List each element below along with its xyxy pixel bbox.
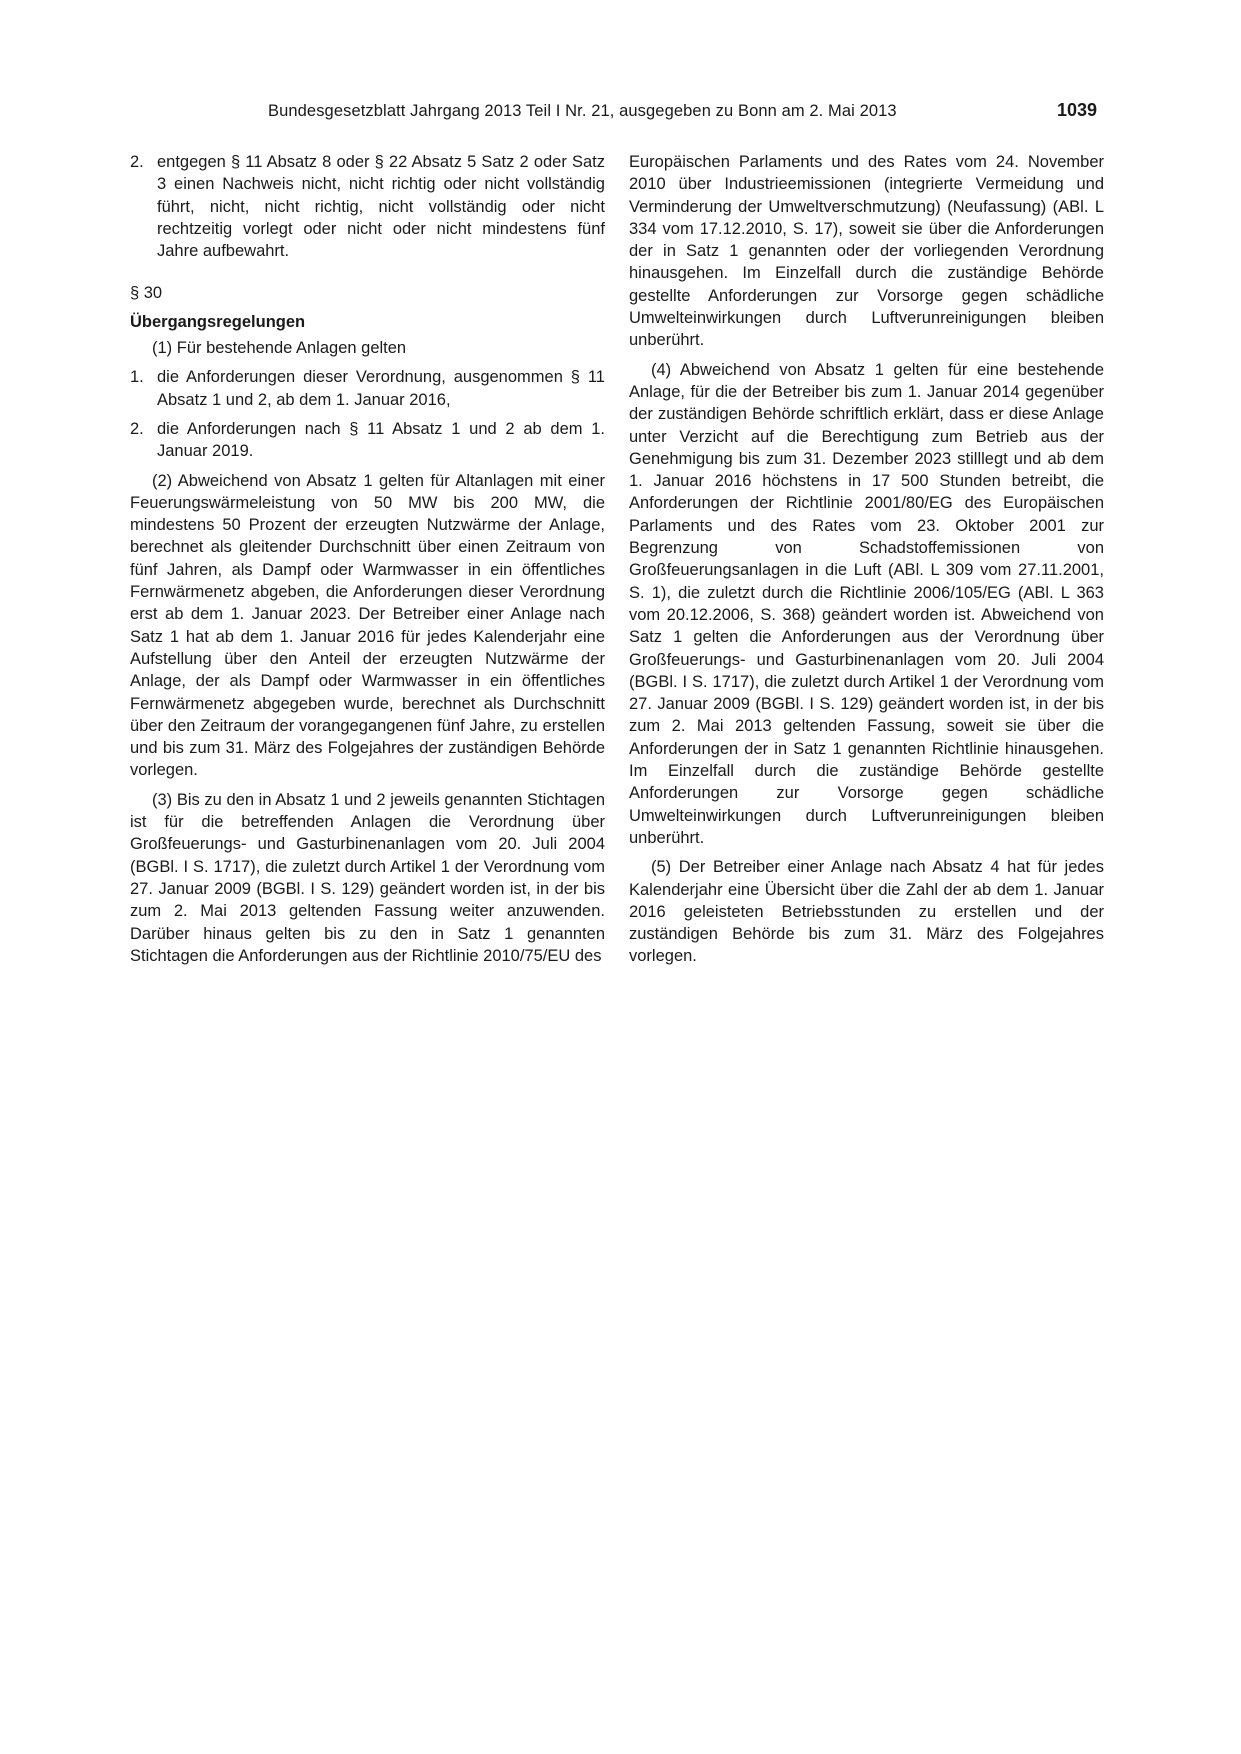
right-column — [629, 151, 1104, 968]
paragraph-2: (2) Abweichend von Absatz 1 gelten für Altanlagen mit einer Feuerungswärmeleistung von 50 MW bis 200 MW, die mindestens 50 Prozent der erzeugten Nutzwärme der Anlage, berechnet als gleitender Durchschnitt über einen Zeitraum von fünf Jahren, als Dampf oder Warmwasser in ein öffentliches Fernwärmenetz abgeben, die Anforderungen dieser Verordnung erst ab dem 1. Januar 2023. Der Betreiber einer Anlage nach Satz 1 hat ab dem 1. Januar 2016 für jedes Kalenderjahr eine Aufstellung über den Anteil der erzeugten Nutzwärme der Anlage, der als Dampf oder Warmwasser in ein öffentliches Fernwärmenetz abgegeben wurde, berechnet als Durchschnitt über den Zeitraum der vorangegangenen fünf Jahre, zu erstellen und bis zum 31. März des Folgejahres der zuständigen Behörde vorlegen. — [130, 471, 605, 780]
list-item-number: 1. — [130, 368, 144, 387]
paragraph-4: (4) Abweichend von Absatz 1 gelten für eine bestehende Anlage, für die der Betreiber bis zum 1. Januar 2014 gegenüber der zuständigen Behörde schriftlich erklärt, dass er diese Anlage unter Verzicht auf die Berechtigung zum Betrieb aus der Genehmigung bis zum 31. Dezember 2023 stilllegt und ab dem 1. Januar 2016 höchstens in 17 500 Stunden betreibt, die Anforderungen der Richtlinie 2001/80/EG des Europäischen Parlaments und des Rates vom 23. Oktober 2001 zur Begrenzung von Schadstoffemissionen von Großfeuerungsanlagen in die Luft (ABl. L 309 vom 27.11.2001, S. 1), die zuletzt durch die Richtlinie 2006/105/EG (ABl. L 363 vom 20.12.2006, S. 368) geändert worden ist. Abweichend von Satz 1 gelten die Anforderungen aus der Verordnung über Großfeuerungs- und Gasturbinenanlagen vom 20. Juli 2004 (BGBl. I S. 1717), die zuletzt durch Artikel 1 der Verordnung vom 27. Januar 2009 (BGBl. I S. 129) geändert worden ist, in der bis zum 2. Mai 2013 geltenden Fassung, soweit sie über die Anforderungen der in Satz 1 genannten Richtlinie hinausgehen. Im Einzelfall durch die zuständige Behörde gestellte Anforderungen zur Vorsorge gegen schädliche Umwelteinwirkungen durch Luftverunreinigungen bleiben unberührt. — [629, 360, 1104, 847]
list-item-text: entgegen § 11 Absatz 8 oder § 22 Absatz 5 Satz 2 oder Satz 3 einen Nachweis nicht, nicht richtig oder nicht vollständig führt, nicht, nicht richtig, nicht vollständig oder nicht rechtzeitig vorlegt oder nicht oder nicht mindestens fünf Jahre aufbewahrt. — [157, 153, 605, 261]
list-item-text: die Anforderungen nach § 11 Absatz 1 und 2 ab dem 1. Januar 2019. — [157, 419, 605, 461]
list-item — [130, 366, 605, 411]
page-header — [130, 100, 1097, 124]
paragraph-5: (5) Der Betreiber einer Anlage nach Absatz 4 hat für jedes Kalenderjahr eine Übersicht über die Zahl der ab dem 1. Januar 2016 geleisteten Betriebsstunden zu erstellen und der zuständigen Behörde bis zum 31. März des Folgejahres vorlegen. — [629, 858, 1104, 966]
section-title: Übergangsregelungen — [130, 312, 306, 331]
list-item-number: 2. — [130, 419, 144, 438]
list-item — [130, 418, 605, 463]
paragraph-1-intro: (1) Für bestehende Anlagen gelten — [152, 339, 407, 358]
paragraph-3-continued: Europäischen Parlaments und des Rates vom 24. November 2010 über Industrieemissionen (integrierte Vermeidung und Verminderung der Umweltverschmutzung) (Neufassung) (ABl. L 334 vom 17.12.2010, S. 17), soweit sie über die Anforderungen der in Satz 1 genannten oder der vorliegenden Verordnung hinausgehen. Im Einzelfall durch die zuständige Behörde gestellte Anforderungen zur Vorsorge gegen schädliche Umwelteinwirkungen durch Luftverunreinigungen bleiben unberührt. — [629, 153, 1104, 350]
section-number: § 30 — [130, 284, 163, 303]
left-column — [130, 151, 605, 967]
list-item — [130, 151, 605, 262]
list-item-number: 2. — [130, 153, 144, 171]
paragraph-3: (3) Bis zu den in Absatz 1 und 2 jeweils genannten Stichtagen ist für die betreffenden Anlagen die Verordnung über Großfeuerungs- und Gasturbinenanlagen vom 20. Juli 2004 (BGBl. I S. 1717), die zuletzt durch Artikel 1 der Verordnung vom 27. Januar 2009 (BGBl. I S. 129) geändert worden ist, in der bis zum 2. Mai 2013 geltenden Fassung weiter anzuwenden. Darüber hinaus gelten bis zu den in Satz 1 genannten Stichtagen die Anforderungen aus der Richtlinie 2010/75/EU des — [130, 790, 605, 965]
running-title: Bundesgesetzblatt Jahrgang 2013 Teil I Nr. 21, ausgegeben zu Bonn am 2. Mai 2013 — [268, 102, 897, 120]
list-item-text: die Anforderungen dieser Verordnung, ausgenommen § 11 Absatz 1 und 2, ab dem 1. Januar 2016, — [157, 368, 605, 409]
page-number: 1039 — [1056, 100, 1097, 120]
